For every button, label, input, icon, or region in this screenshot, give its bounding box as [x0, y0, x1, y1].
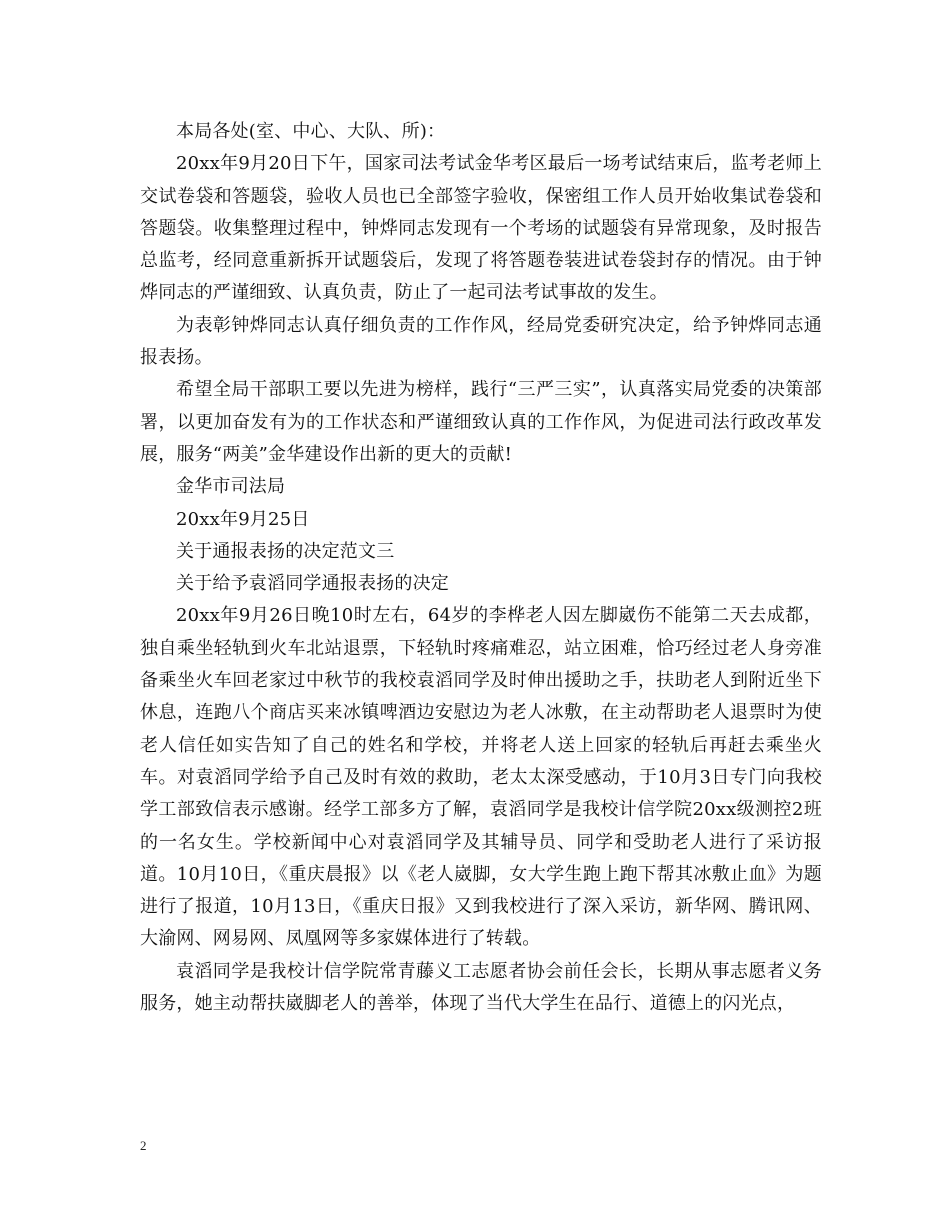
paragraph-student-volunteer: 袁滔同学是我校计信学院常青藤义工志愿者协会前任会长，长期从事志愿者义务服务，她主动帮扶崴脚老人的善举，体现了当代大学生在品行、道德上的闪光点，	[140, 960, 822, 1015]
salutation: 本局各处(室、中心、大队、所)：	[176, 121, 446, 142]
decision-title: 关于给予袁滔同学通报表扬的决定	[176, 573, 449, 595]
issue-date: 20xx年9月25日	[176, 508, 310, 530]
document-body	[140, 116, 822, 1020]
paragraph-student-story: 20xx年9月26日晚10时左右，64岁的李桦老人因左脚崴伤不能第二天去成都，独自乘坐轻轨到火车北站退票，下轻轨时疼痛难忍，站立困难，恰巧经过老人身旁准备乘坐火车回老家过中秋节的我校袁滔同学及时伸出援助之手，扶助老人到附近坐下休息，连跑八个商店买来冰镇啤酒边安慰边为老人冰敷，在主动帮助老人退票时为使老人信任如实告知了自己的姓名和学校，并将老人送上回家的轻轨后再赶去乘坐火车。对袁滔同学给予自己及时有效的救助，老太太深受感动，于10月3日专门向我校学工部致信表示感谢。经学工部多方了解，袁滔同学是我校计信学院20xx级测控2班的一名女生。学校新闻中心对袁滔同学及其辅导员、同学和受助老人进行了采访报道。10月10日，《重庆晨报》以《老人崴脚，女大学生跑上跑下帮其冰敷止血》为题进行了报道，10月13日，《重庆日报》又到我校进行了深入采访，新华网、腾讯网、大渝网、网易网、凤凰网等多家媒体进行了转载。	[140, 605, 822, 950]
issuer-name: 金华市司法局	[176, 476, 286, 498]
paragraph-expectation: 希望全局干部职工要以先进为榜样，践行“三严三实”，认真落实局党委的决策部署，以更加奋发有为的工作状态和严谨细致认真的工作作风，为促进司法行政改革发展，服务“两美”金华建设作出新的更大的贡献!	[140, 379, 822, 465]
paragraph-commendation: 为表彰钟烨同志认真仔细负责的工作作风，经局党委研究决定，给予钟烨同志通报表扬。	[140, 314, 822, 369]
paragraph-exam-incident: 20xx年9月20日下午，国家司法考试金华考区最后一场考试结束后，监考老师上交试卷袋和答题袋，验收人员也已全部签字验收，保密组工作人员开始收集试卷袋和答题袋。收集整理过程中，钟烨同志发现有一个考场的试题袋有异常现象，及时报告总监考，经同意重新拆开试题袋后，发现了将答题卷装进试卷袋封存的情况。由于钟烨同志的严谨细致、认真负责，防止了一起司法考试事故的发生。	[140, 153, 822, 304]
section-heading: 关于通报表扬的决定范文三	[176, 540, 395, 562]
page-number: 2	[140, 1138, 147, 1153]
